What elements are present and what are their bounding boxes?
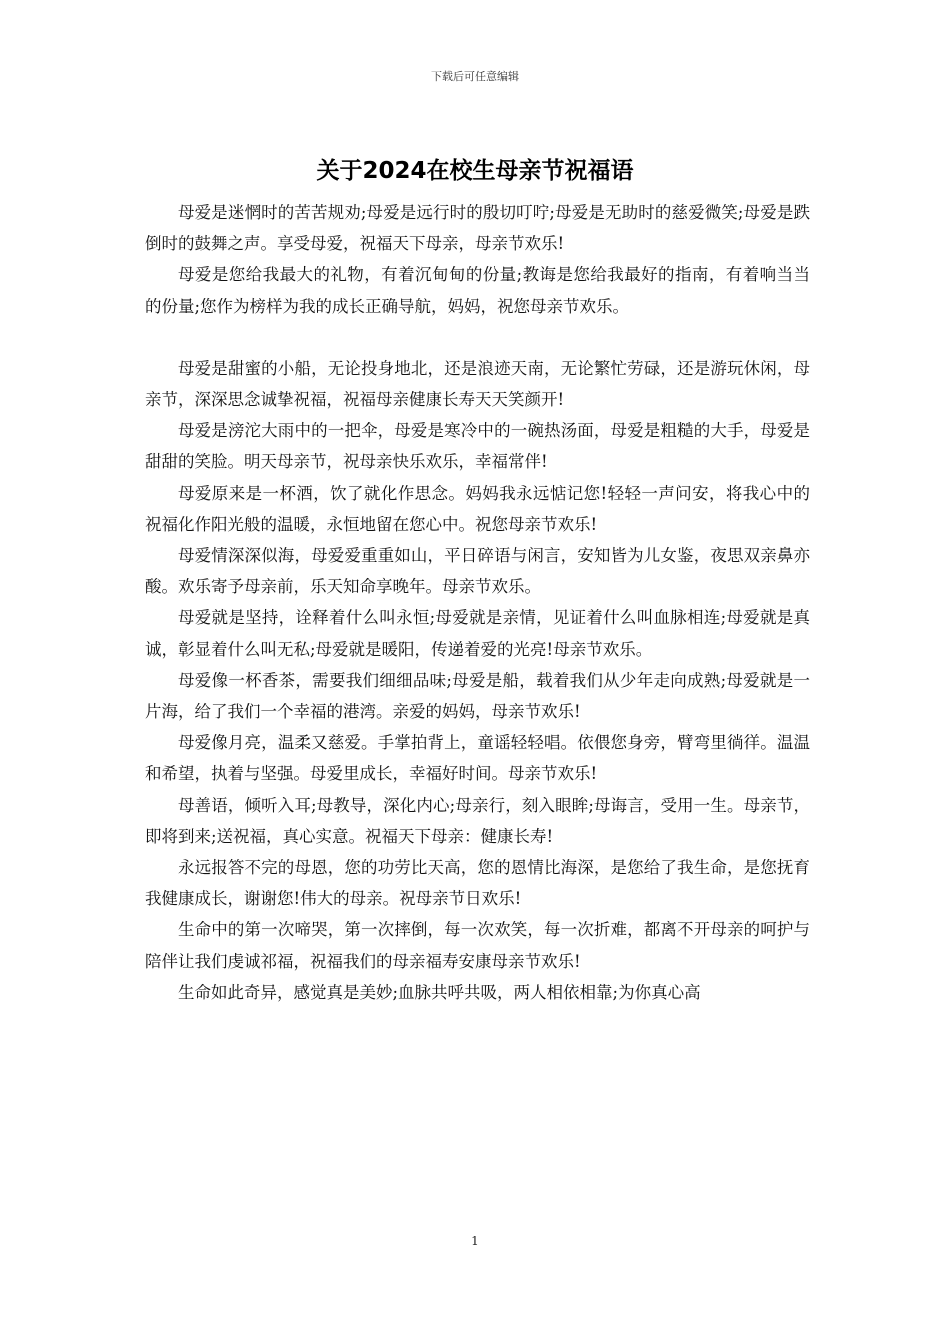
- paragraph: 母爱就是坚持，诠释着什么叫永恒;母爱就是亲情，见证着什么叫血脉相连;母爱就是真诚，彰显着什么叫无私;母爱就是暖阳，传递着爱的光亮!母亲节欢乐。: [145, 608, 810, 659]
- paragraph: 母爱是甜蜜的小船，无论投身地北，还是浪迹天南，无论繁忙劳碌，还是游玩休闲，母亲节，深深思念诚挚祝福，祝福母亲健康长寿天天笑颜开!: [145, 358, 810, 410]
- paragraph: 母善语，倾听入耳;母教导，深化内心;母亲行，刻入眼眸;母诲言，受用一生。母亲节，即将到来;送祝福，真心实意。祝福天下母亲：健康长寿!: [145, 795, 810, 846]
- paragraph: 永远报答不完的母恩，您的功劳比天高，您的恩情比海深，是您给了我生命，是您抚育我健康成长，谢谢您!伟大的母亲。祝母亲节日欢乐!: [145, 858, 810, 909]
- paragraph: 母爱原来是一杯酒，饮了就化作思念。妈妈我永远惦记您!轻轻一声问安，将我心中的祝福化作阳光般的温暖，永恒地留在您心中。祝您母亲节欢乐!: [145, 483, 810, 534]
- paragraph: 母爱是滂沱大雨中的一把伞，母爱是寒冷中的一碗热汤面，母爱是粗糙的大手，母爱是甜甜的笑脸。明天母亲节，祝母亲快乐欢乐，幸福常伴!: [145, 421, 810, 472]
- paragraph: 母爱情深深似海，母爱爱重重如山，平日碎语与闲言，安知皆为儿女鉴，夜思双亲鼻亦酸。欢乐寄予母亲前，乐天知命享晚年。母亲节欢乐。: [145, 546, 810, 597]
- paragraph: 母爱是迷惘时的苦苦规劝;母爱是远行时的殷切叮咛;母爱是无助时的慈爱微笑;母爱是跌倒时的鼓舞之声。享受母爱，祝福天下母亲，母亲节欢乐!: [145, 203, 810, 254]
- paragraph: 母爱像月亮，温柔又慈爱。手掌拍背上，童谣轻轻唱。依偎您身旁，臂弯里徜徉。温温和希望，执着与坚强。母爱里成长，幸福好时间。母亲节欢乐!: [145, 733, 810, 784]
- document-title: 关于2024在校生母亲节祝福语: [316, 158, 634, 184]
- paragraph: 母爱像一杯香茶，需要我们细细品味;母爱是船，载着我们从少年走向成熟;母爱就是一片海，给了我们一个幸福的港湾。亲爱的妈妈，母亲节欢乐!: [145, 670, 810, 722]
- paragraph-spacer: [145, 322, 810, 353]
- page-number: 1: [471, 1234, 479, 1248]
- page-header-note: 下载后可任意编辑: [431, 70, 519, 83]
- document-body: [145, 197, 810, 1008]
- paragraph: 母爱是您给我最大的礼物，有着沉甸甸的份量;教诲是您给我最好的指南，有着响当当的份量;您作为榜样为我的成长正确导航，妈妈，祝您母亲节欢乐。: [145, 265, 810, 316]
- paragraph: 生命中的第一次啼哭，第一次摔倒，每一次欢笑，每一次折难，都离不开母亲的呵护与陪伴让我们虔诚祁福，祝福我们的母亲福寿安康母亲节欢乐!: [145, 920, 810, 971]
- paragraph: 生命如此奇异，感觉真是美妙;血脉共呼共吸，两人相依相靠;为你真心高: [178, 982, 701, 1002]
